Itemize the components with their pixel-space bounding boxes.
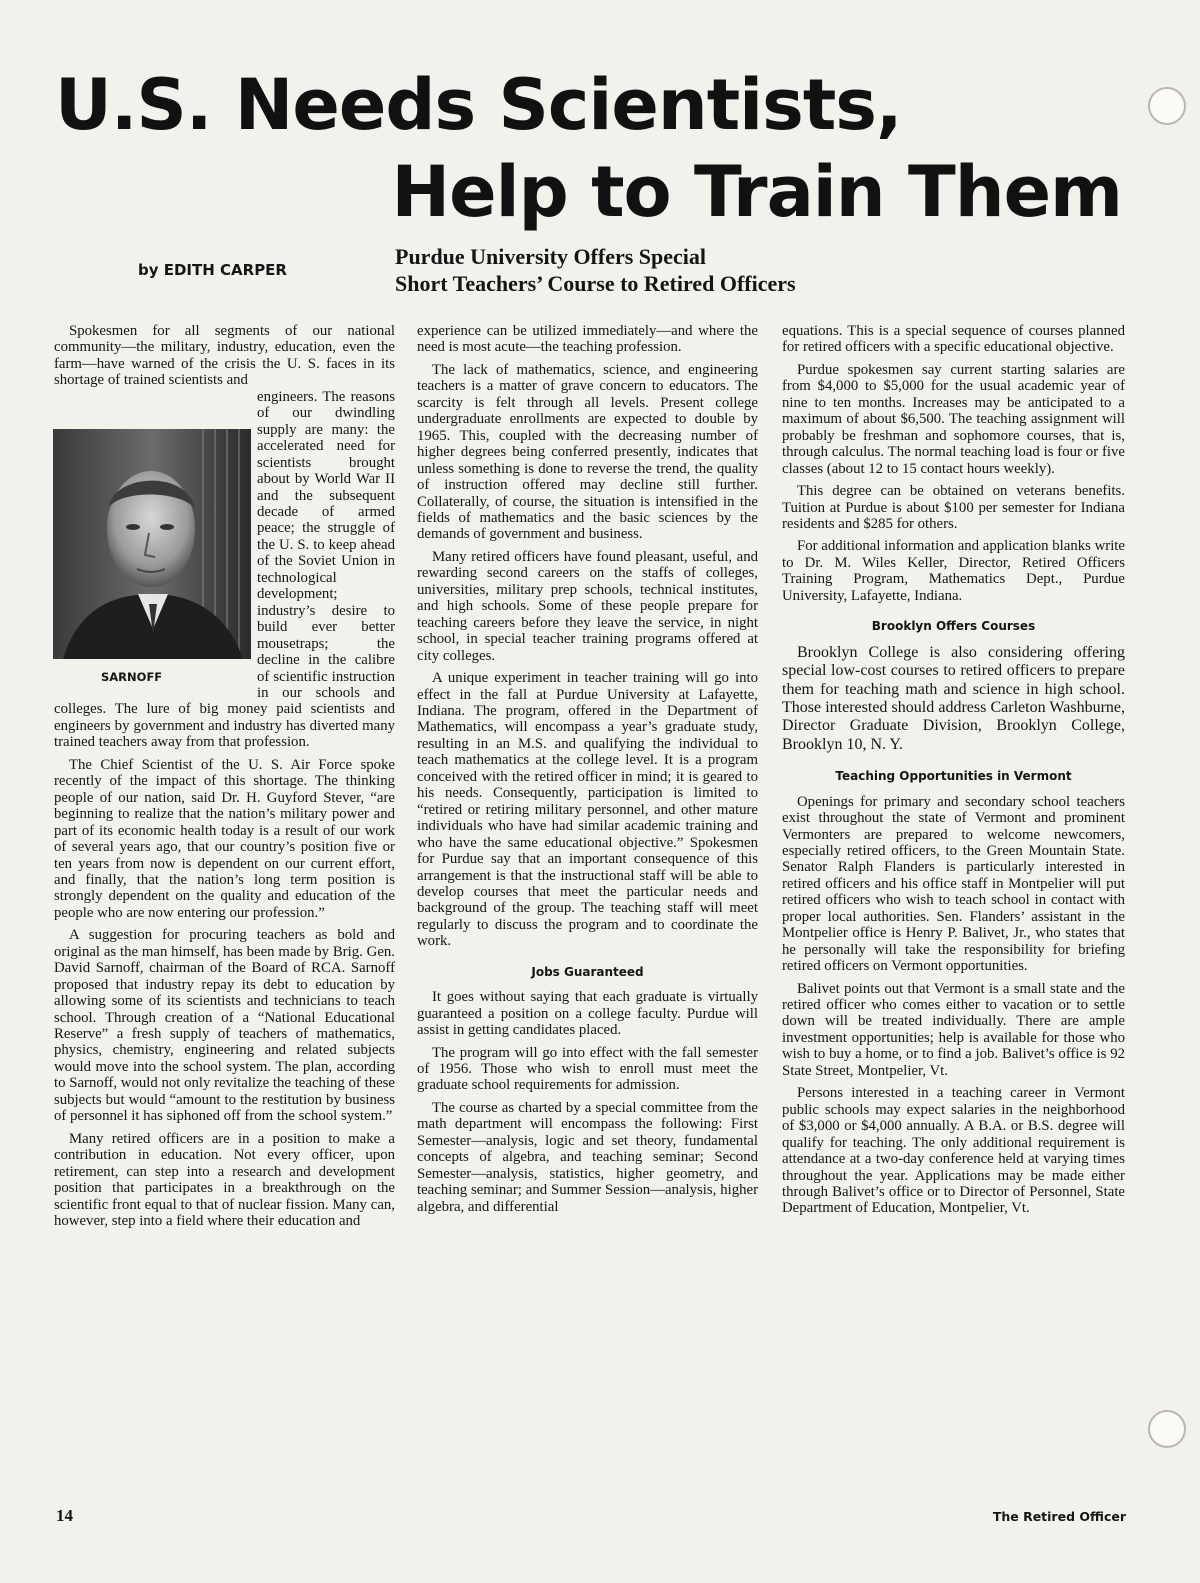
paragraph: A suggestion for procuring teachers as bold and original as the man himself, has been made by Brig. Gen. David Sarnoff, chairman of the Board of RCA. Sarnoff proposed that industry repay its debt to education by allowing some of its scientists and technicians to teach school. Through creation of a “National Educational Reserve” a fresh supply of teachers of mathematics, physics, chemistry, engineering and related subjects would move into the school system. The plan, according to Sarnoff, would not only revitalize the teaching of these subjects but would “amount to the restitution by business of personnel it has siphoned off from the school system.”	[54, 927, 395, 1125]
article-column-1	[54, 323, 395, 1235]
article-column-3	[782, 323, 1125, 1223]
paragraph: Many retired officers have found pleasant, useful, and rewarding second careers on the staffs of colleges, universities, military prep schools, technical institutes, and high schools. Some of these people prepare for teaching careers before they leave the service, in night school, in special teacher training programs offered at city colleges.	[417, 548, 758, 664]
paragraph: Purdue spokesmen say current starting salaries are from $4,000 to $5,000 for the usual academic year of nine to ten months. Increases may be anticipated to a maximum of about $6,500. The teaching assignment will probably be freshman and sophomore courses, that is, through calculus. The normal teaching load is four or five classes (about 12 to 15 contact hours weekly).	[782, 361, 1125, 477]
paragraph: A unique experiment in teacher training will go into effect in the fall at Purdue University at Lafayette, Indiana. The program, offered in the Department of Mathematics, will encompass a year’s graduate study, resulting in an M.S. and qualifying the individual to teach mathematics at the college level. It is a program conceived with the retired officer in mind; it is geared to his needs. Consequently, participation is limited to “retired or retiring military personnel, and other mature individuals who have had similar academic training and who have the same educational objective.” Spokesmen for Purdue say that an important consequence of this arrangement is that the instructional staff will be able to develop courses that meet the particular needs and background of the group. The teaching staff will meet regularly to discuss the program and to coordinate the work.	[417, 670, 758, 950]
paragraph-intro-lead: Spokesmen for all segments of our national community—the military, industry, education, even the farm—have warned of the crisis the U. S. faces in its shortage of trained scientists and	[54, 323, 395, 389]
paragraph: equations. This is a special sequence of courses planned for retired officers with a specific educational objective.	[782, 323, 1125, 356]
magazine-name: The Retired Officer	[992, 1509, 1126, 1524]
section-heading: Teaching Opportunities in Vermont	[835, 769, 1072, 784]
subheadline-line-1: Purdue University Offers Special	[395, 244, 707, 269]
headline-line-2: Help to Train Them	[391, 151, 1122, 233]
portrait-figure	[53, 429, 251, 685]
section-heading: Brooklyn Offers Courses	[871, 619, 1036, 634]
paragraph: The lack of mathematics, science, and engineering teachers is a matter of grave concern to educators. The scarcity is felt through all levels. Present college undergraduate enrollments are expected to double by 1965. This, coupled with the decreasing number of higher degrees being conferred presently, indicates that unless something is done to reverse the trend, the quality of instruction offered may decline still further. Collaterally, of course, the situation is intensified in the fields of mathematics and the basic sciences by the demands of government and business.	[417, 361, 758, 543]
punch-hole-bottom	[1148, 1410, 1186, 1448]
paragraph: The Chief Scientist of the U. S. Air Force spoke recently of the impact of this shortage. The thinking people of our nation, said Dr. H. Guyford Stever, “are beginning to realize that the nation’s military power and part of its economic health today is a result of our work of several years ago, that our country’s position five or ten years from now is dependent on our current effort, and finally, that the nation’s long term position is strongly dependent on the quality and education of the people who are now entering our profession.”	[54, 756, 395, 921]
headline-line-1: U.S. Needs Scientists,	[55, 64, 902, 146]
section-heading: Jobs Guaranteed	[531, 964, 644, 979]
subheadline-line-2: Short Teachers’ Course to Retired Officers	[395, 271, 796, 296]
paragraph: The program will go into effect with the fall semester of 1956. Those who wish to enroll must meet the graduate school requirements for admission.	[417, 1044, 758, 1094]
subheadline	[395, 243, 1015, 297]
paragraph: Balivet points out that Vermont is a small state and the retired officer who comes either to vacation or to settle down will be treated individually. There are ample investment opportunities; help is available for those who wish to buy a home, or to find a job. Balivet’s office is 92 State Street, Montpelier, Vt.	[782, 980, 1125, 1079]
paragraph: Many retired officers are in a position to make a contribution in education. Not every officer, upon retirement, can step into a research and development position that participates in a breakthrough on the scientific front equal to that of nuclear fission. Many can, however, step into a field where their education and	[54, 1130, 395, 1230]
paragraph: This degree can be obtained on veterans benefits. Tuition at Purdue is about $100 per semester for Indiana residents and $285 for others.	[782, 483, 1125, 532]
paragraph: For additional information and application blanks write to Dr. M. Wiles Keller, Director, Retired Officers Training Program, Mathematics Dept., Purdue University, Lafayette, Indiana.	[782, 538, 1125, 604]
byline: by EDITH CARPER	[138, 261, 287, 279]
paragraph: Openings for primary and secondary school teachers exist throughout the state of Vermont and prominent Vermonters are prepared to welcome newcomers, especially retired officers, to the Green Mountain State. Senator Ralph Flanders is particularly interested in retired officers and his office staff in Montpelier will put retired officers who wish to teach school in contact with proper local authorities. Sen. Flanders’ assistant in the Montpelier office is Henry P. Balivet, Jr., who states that he personally will take the responsibility for briefing retired officers on Vermont opportunities.	[782, 793, 1125, 975]
paragraph: The course as charted by a special committee from the math department will encompass the following: First Semester—analysis, logic and set theory, fundamental concepts of algebra, and teaching seminar; Second Semester—analysis, statistics, higher geometry, and teaching seminar; and Summer Session—analysis, higher algebra, and differential	[417, 1099, 758, 1215]
page-number: 14	[56, 1506, 73, 1525]
photo-caption: SARNOFF	[101, 669, 163, 684]
paragraph: Persons interested in a teaching career in Vermont public schools may expect salaries in the neighborhood of $3,000 or $4,000 annually. A B.A. or B.S. degree will qualify for teaching. The only additional requirement is attendance at a two-day conference held at varying times throughout the year. Applications may be made either through Balivet’s office or to Director of Personnel, State Department of Education, Montpelier, Vt.	[782, 1085, 1125, 1217]
paragraph: experience can be utilized immediately—and where the need is most acute—the teaching profession.	[417, 323, 758, 356]
punch-hole-top	[1148, 87, 1186, 125]
article-column-2	[417, 323, 758, 1221]
paragraph: Brooklyn College is also considering offering special low-cost courses to retired officers to prepare them for teaching math and science in high school. Those interested should address Carleton Washburne, Director Graduate Division, Brooklyn College, Brooklyn 10, N. Y.	[782, 643, 1125, 753]
sarnoff-portrait-photo	[53, 429, 251, 659]
paragraph: It goes without saying that each graduate is virtually guaranteed a position on a college faculty. Purdue will assist in getting candidates placed.	[417, 989, 758, 1039]
paragraph-intro-continued: engineers. The reasons of our dwindling supply are many: the accelerated need for scientists brought about by World War II and the subsequent decade of armed peace; the struggle of the U. S. to keep ahead of the Soviet Union in technological development; industry’s desire to build ever better mousetraps; the decline in the calibre of scientific instruction in our schools and colleges. The lure of big money paid scientists and engineers by government and industry has diverted many trained teachers away from that profession.	[54, 388, 395, 751]
